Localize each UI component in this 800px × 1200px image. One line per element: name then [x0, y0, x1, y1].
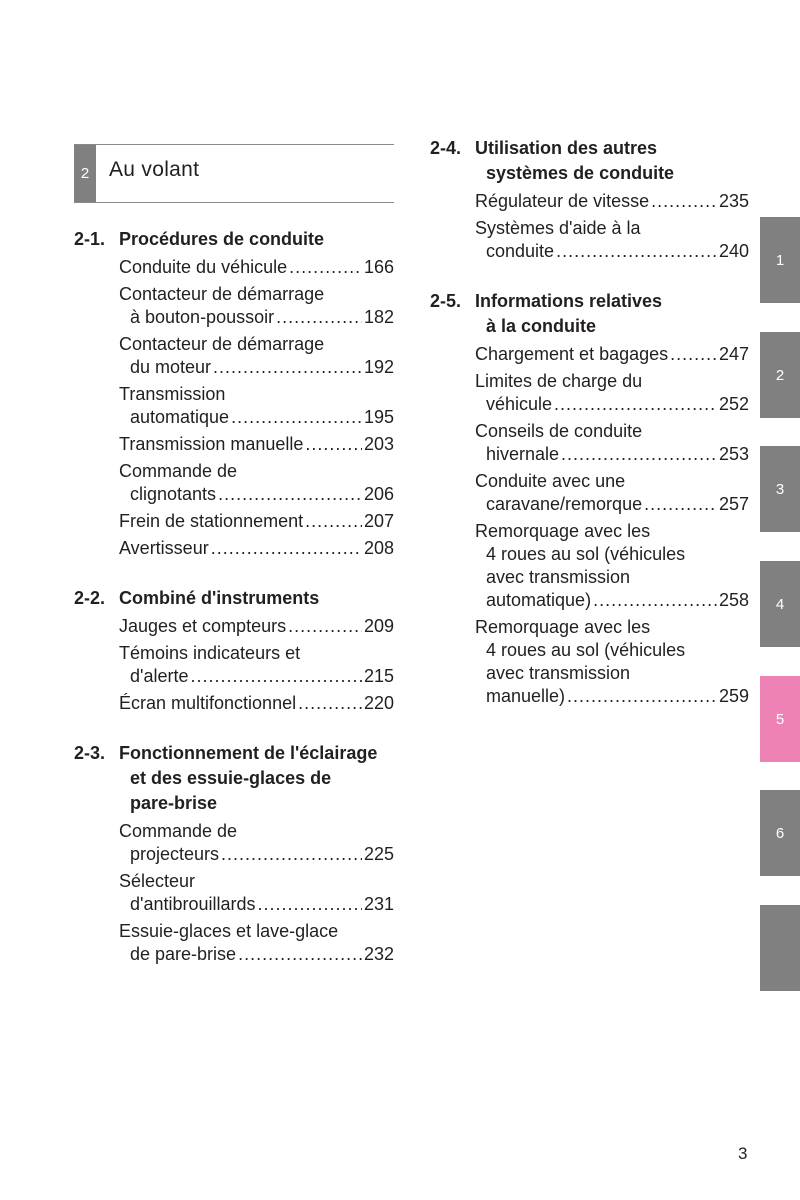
entry-line — [119, 943, 394, 966]
chapter-tab[interactable]: 3 — [760, 446, 800, 532]
section-number: 2-2. — [74, 588, 106, 608]
entry-page-number: 207 — [363, 511, 394, 531]
dot-leader — [190, 665, 361, 688]
entry-text: automatique — [130, 407, 230, 427]
entry-text: Jauges et compteurs — [119, 616, 287, 636]
dot-leader — [288, 615, 362, 638]
entry-line — [475, 566, 749, 589]
entry-text: Témoins indicateurs et — [119, 643, 301, 663]
dot-leader — [670, 343, 717, 366]
section-title-line: et des essuie-glaces de — [130, 768, 332, 788]
toc-entry[interactable] — [119, 692, 394, 715]
toc-entry[interactable] — [475, 343, 749, 366]
section-number: 2-1. — [74, 229, 106, 249]
entry-text: projecteurs — [130, 844, 220, 864]
toc-entry[interactable] — [119, 920, 394, 966]
section-heading — [74, 227, 394, 252]
section-entries — [475, 190, 749, 263]
entry-line — [119, 306, 394, 329]
entry-line — [119, 692, 394, 715]
entry-line — [119, 870, 394, 893]
section-title-line: pare-brise — [130, 793, 218, 813]
entry-line — [119, 483, 394, 506]
toc-entry[interactable] — [119, 383, 394, 429]
entry-page-number: 182 — [363, 307, 394, 327]
section-title-line: Combiné d'instruments — [119, 588, 320, 608]
entry-line — [119, 433, 394, 456]
dot-leader — [561, 443, 717, 466]
entry-text: à bouton-poussoir — [130, 307, 275, 327]
toc-entry[interactable] — [475, 470, 749, 516]
entry-line — [475, 616, 749, 639]
section-title — [475, 136, 749, 186]
entry-line — [119, 333, 394, 356]
entry-line — [119, 893, 394, 916]
section-title-line: Procédures de conduite — [119, 229, 325, 249]
entry-text: Remorquage avec les — [475, 617, 651, 637]
dot-leader — [221, 843, 362, 866]
toc-entry[interactable] — [119, 820, 394, 866]
toc-section — [430, 136, 749, 263]
entry-text: Conduite du véhicule — [119, 257, 288, 277]
section-title-line: Informations relatives — [475, 291, 663, 311]
toc-section — [74, 741, 394, 966]
entry-line — [119, 256, 394, 279]
entry-text: Commande de — [119, 821, 238, 841]
toc-entry[interactable] — [119, 870, 394, 916]
entry-line — [119, 665, 394, 688]
entry-line — [475, 589, 749, 612]
toc-entry[interactable] — [119, 333, 394, 379]
entry-text: manuelle) — [486, 686, 566, 706]
entry-text: Avertisseur — [119, 538, 209, 558]
entry-page-number: 232 — [363, 944, 394, 964]
dot-leader — [567, 685, 717, 708]
toc-entry[interactable] — [119, 537, 394, 560]
entry-page-number: 225 — [363, 844, 394, 864]
dot-leader — [644, 493, 717, 516]
entry-text: du moteur — [130, 357, 212, 377]
dot-leader — [651, 190, 717, 213]
entry-line — [475, 370, 749, 393]
entry-page-number: 215 — [363, 666, 394, 686]
toc-entry[interactable] — [119, 256, 394, 279]
entry-line — [119, 406, 394, 429]
chapter-title: Au volant — [109, 158, 200, 181]
section-title-line: Fonctionnement de l'éclairage — [119, 743, 378, 763]
entry-line — [119, 383, 394, 406]
dot-leader — [298, 692, 362, 715]
entry-text: Transmission manuelle — [119, 434, 304, 454]
entry-line — [475, 443, 749, 466]
entry-line — [475, 240, 749, 263]
entry-page-number: 220 — [363, 693, 394, 713]
chapter-tab[interactable]: 5 — [760, 676, 800, 762]
section-entries — [119, 256, 394, 560]
entry-page-number: 259 — [718, 686, 749, 706]
section-title-line: systèmes de conduite — [486, 163, 675, 183]
entry-text: d'antibrouillards — [130, 894, 256, 914]
dot-leader — [238, 943, 362, 966]
entry-line — [119, 615, 394, 638]
dot-leader — [305, 433, 362, 456]
section-title-line: Utilisation des autres — [475, 138, 658, 158]
entry-text: 4 roues au sol (véhicules — [486, 640, 686, 660]
toc-section — [430, 289, 749, 708]
chapter-tab[interactable] — [760, 905, 800, 991]
section-entries — [475, 343, 749, 708]
section-heading — [430, 136, 749, 186]
chapter-tab[interactable]: 4 — [760, 561, 800, 647]
entry-text: Conseils de conduite — [475, 421, 643, 441]
section-title-line: à la conduite — [486, 316, 597, 336]
entry-text: Sélecteur — [119, 871, 196, 891]
entry-line — [119, 843, 394, 866]
toc-entry[interactable] — [119, 510, 394, 533]
entry-text: Chargement et bagages — [475, 344, 669, 364]
entry-line — [475, 639, 749, 662]
entry-page-number: 208 — [363, 538, 394, 558]
entry-page-number: 235 — [718, 191, 749, 211]
dot-leader — [231, 406, 362, 429]
entry-page-number: 253 — [718, 444, 749, 464]
section-title — [119, 586, 394, 611]
entry-text: Limites de charge du — [475, 371, 643, 391]
dot-leader — [556, 240, 717, 263]
toc-entry[interactable] — [119, 283, 394, 329]
entry-line — [119, 920, 394, 943]
toc-entry[interactable] — [475, 616, 749, 708]
entry-page-number: 192 — [363, 357, 394, 377]
entry-line — [475, 420, 749, 443]
section-heading — [74, 586, 394, 611]
entry-line — [475, 217, 749, 240]
toc-entry[interactable] — [119, 615, 394, 638]
section-number: 2-4. — [430, 138, 462, 158]
entry-line — [475, 685, 749, 708]
entry-line — [119, 642, 394, 665]
entry-text: hivernale — [486, 444, 560, 464]
toc-entry[interactable] — [475, 420, 749, 466]
toc-section — [74, 227, 394, 560]
entry-line — [119, 460, 394, 483]
section-title — [475, 289, 749, 339]
chapter-number: 2 — [74, 145, 96, 202]
section-number: 2-3. — [74, 743, 106, 763]
chapter-tabs — [760, 0, 800, 1200]
dot-leader — [554, 393, 717, 416]
entry-text: véhicule — [486, 394, 553, 414]
entry-text: de pare-brise — [130, 944, 237, 964]
dot-leader — [213, 356, 362, 379]
section-title — [119, 227, 394, 252]
section-heading — [430, 289, 749, 339]
toc-right-column — [430, 136, 749, 734]
toc-section — [74, 586, 394, 715]
page-number: 3 — [738, 1144, 748, 1163]
entry-page-number: 166 — [363, 257, 394, 277]
entry-page-number: 257 — [718, 494, 749, 514]
entry-text: conduite — [486, 241, 555, 261]
entry-line — [475, 543, 749, 566]
entry-text: avec transmission — [486, 567, 631, 587]
entry-page-number: 203 — [363, 434, 394, 454]
entry-text: Frein de stationnement — [119, 511, 304, 531]
dot-leader — [276, 306, 362, 329]
entry-text: Essuie-glaces et lave-glace — [119, 921, 339, 941]
toc-entry[interactable] — [475, 217, 749, 263]
entry-line — [475, 190, 749, 213]
toc-entry[interactable] — [119, 460, 394, 506]
entry-text: Contacteur de démarrage — [119, 284, 325, 304]
section-heading — [74, 741, 394, 816]
entry-line — [119, 283, 394, 306]
chapter-tab[interactable]: 2 — [760, 332, 800, 418]
entry-text: d'alerte — [130, 666, 189, 686]
section-title — [119, 741, 394, 816]
dot-leader — [218, 483, 362, 506]
entry-text: Conduite avec une — [475, 471, 626, 491]
entry-text: Remorquage avec les — [475, 521, 651, 541]
section-entries — [119, 615, 394, 715]
entry-line — [475, 520, 749, 543]
entry-text: Contacteur de démarrage — [119, 334, 325, 354]
toc-entry[interactable] — [475, 520, 749, 612]
toc-entry[interactable] — [119, 642, 394, 688]
toc-entry[interactable] — [475, 370, 749, 416]
entry-page-number: 231 — [363, 894, 394, 914]
entry-text: caravane/remorque — [486, 494, 643, 514]
section-entries — [119, 820, 394, 966]
entry-text: Systèmes d'aide à la — [475, 218, 641, 238]
chapter-tab[interactable]: 6 — [760, 790, 800, 876]
entry-line — [119, 537, 394, 560]
entry-text: avec transmission — [486, 663, 631, 683]
dot-leader — [211, 537, 362, 560]
entry-line — [119, 356, 394, 379]
entry-line — [475, 493, 749, 516]
section-number: 2-5. — [430, 291, 462, 311]
entry-text: Écran multifonctionnel — [119, 693, 297, 713]
entry-page-number: 258 — [718, 590, 749, 610]
entry-line — [475, 343, 749, 366]
toc-entry[interactable] — [475, 190, 749, 213]
entry-line — [119, 510, 394, 533]
chapter-tab[interactable]: 1 — [760, 217, 800, 303]
chapter-header — [74, 144, 394, 203]
entry-text: Commande de — [119, 461, 238, 481]
entry-page-number: 209 — [363, 616, 394, 636]
entry-text: 4 roues au sol (véhicules — [486, 544, 686, 564]
entry-page-number: 195 — [363, 407, 394, 427]
dot-leader — [258, 893, 362, 916]
dot-leader — [289, 256, 362, 279]
entry-text: automatique) — [486, 590, 592, 610]
entry-line — [475, 470, 749, 493]
entry-line — [475, 393, 749, 416]
dot-leader — [593, 589, 717, 612]
entry-page-number: 247 — [718, 344, 749, 364]
entry-line — [119, 820, 394, 843]
toc-entry[interactable] — [119, 433, 394, 456]
dot-leader — [305, 510, 362, 533]
entry-text: Transmission — [119, 384, 226, 404]
entry-text: Régulateur de vitesse — [475, 191, 650, 211]
entry-text: clignotants — [130, 484, 217, 504]
toc-left-column — [74, 227, 394, 992]
entry-line — [475, 662, 749, 685]
entry-page-number: 252 — [718, 394, 749, 414]
entry-page-number: 240 — [718, 241, 749, 261]
entry-page-number: 206 — [363, 484, 394, 504]
